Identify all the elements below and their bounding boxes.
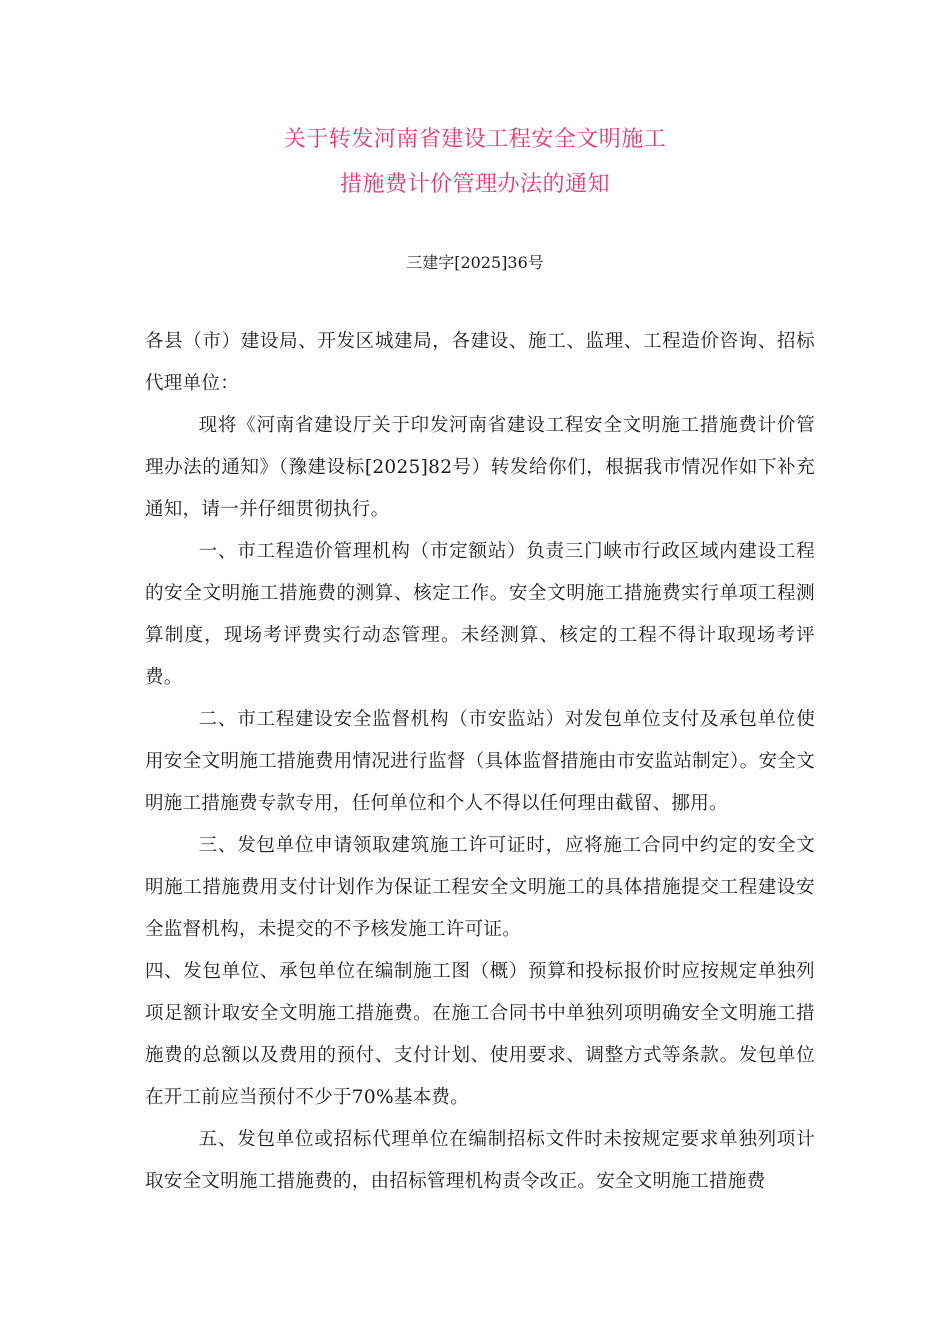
paragraph-item-4: 四、发包单位、承包单位在编制施工图（概）预算和投标报价时应按规定单独列项足额计取安全文明施工措施费。在施工合同书中单独列项明确安全文明施工措施费的总额以及费用的预付、支付计划、使用要求、调整方式等条款。发包单位在开工前应当预付不少于70%基本费。: [145, 961, 815, 1108]
paragraph-intro: 现将《河南省建设厅关于印发河南省建设工程安全文明施工措施费计价管理办法的通知》（豫建设标[2025]82号）转发给你们，根据我市情况作如下补充通知，请一并仔细贯彻执行。: [145, 415, 815, 520]
paragraph-item-5: 五、发包单位或招标代理单位在编制招标文件时未按规定要求单独列项计取安全文明施工措施费的，由招标管理机构责令改正。安全文明施工措施费: [145, 1129, 815, 1192]
paragraph-item-2: 二、市工程建设安全监督机构（市安监站）对发包单位支付及承包单位使用安全文明施工措施费用情况进行监督（具体监督措施由市安监站制定）。安全文明施工措施费专款专用，任何单位和个人不得以任何理由截留、挪用。: [145, 709, 815, 814]
document-body: [145, 321, 815, 1203]
salutation: 各县（市）建设局、开发区城建局，各建设、施工、监理、工程造价咨询、招标代理单位：: [145, 331, 815, 394]
paragraph-item-3: 三、发包单位申请领取建筑施工许可证时，应将施工合同中约定的安全文明施工措施费用支付计划作为保证工程安全文明施工的具体措施提交工程建设安全监督机构，未提交的不予核发施工许可证。: [145, 835, 815, 940]
paragraph-item-1: 一、市工程造价管理机构（市定额站）负责三门峡市行政区域内建设工程的安全文明施工措施费的测算、核定工作。安全文明施工措施费实行单项工程测算制度，现场考评费实行动态管理。未经测算、核定的工程不得计取现场考评费。: [145, 541, 815, 688]
document-number: 三建字[2025]36号: [406, 253, 544, 272]
document-title-line-2: 措施费计价管理办法的通知: [339, 172, 610, 197]
document-title-line-1: 关于转发河南省建设工程安全文明施工: [283, 127, 667, 152]
